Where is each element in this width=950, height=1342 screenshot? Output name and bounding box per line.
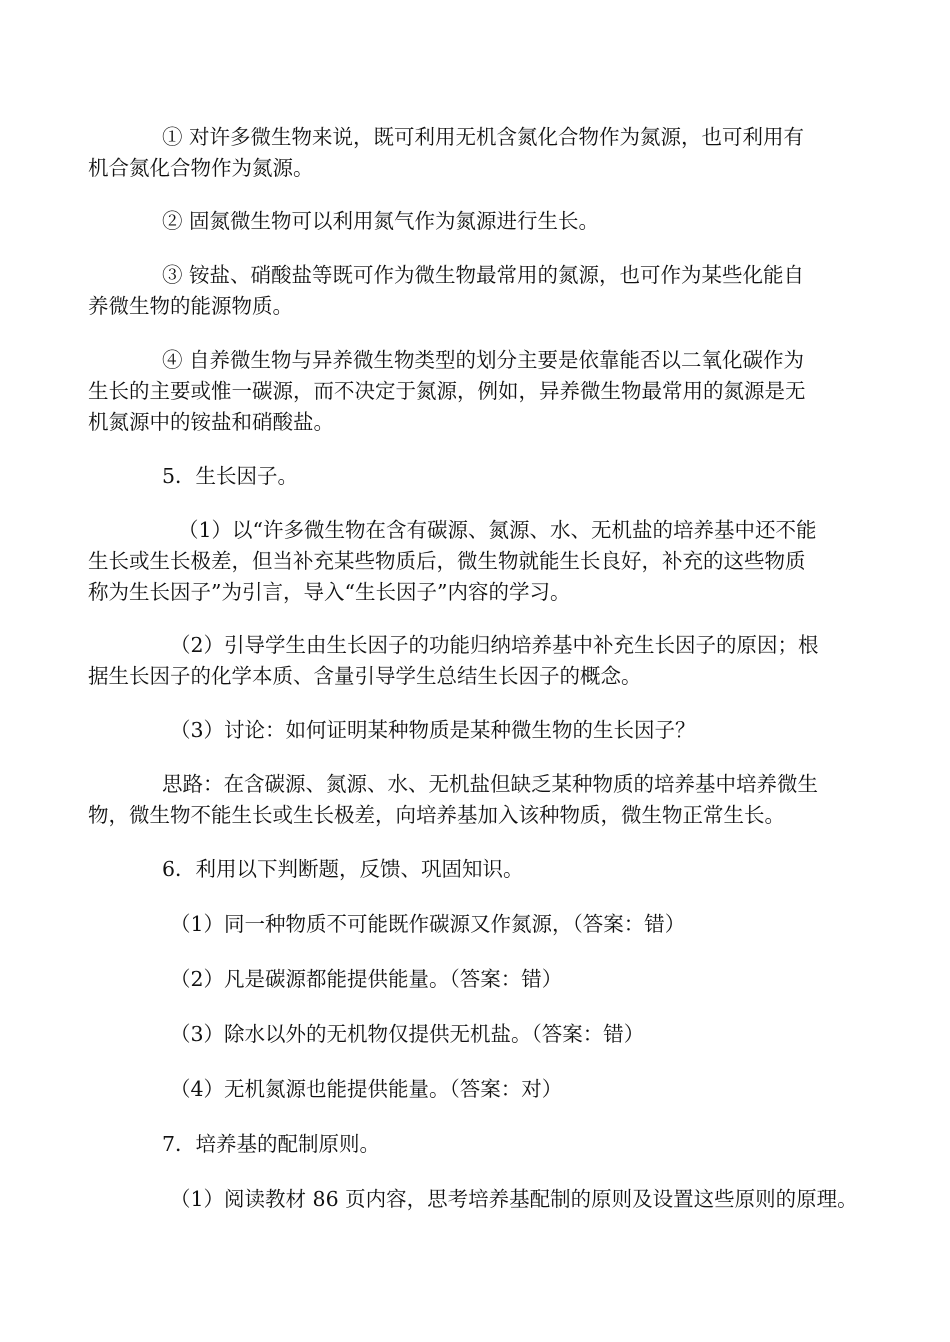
judgement-question-4 [88,1074,863,1105]
paragraph-thinking [88,769,863,831]
text-line: （4）无机氮源也能提供能量。（答案：对） [170,1077,563,1101]
text-line: 思路：在含碳源、氮源、水、无机盐但缺乏某种物质的培养基中培养微生 [162,772,818,796]
text-line: （1）以“许多微生物在含有碳源、氮源、水、无机盐的培养基中还不能 [178,518,817,542]
text-line: ② 固氮微生物可以利用氮气作为氮源进行生长。 [162,209,600,233]
section-heading-growth-factor [88,461,863,492]
text-line: 7．培养基的配制原则。 [162,1132,381,1156]
text-line: 称为生长因子”为引言，导入“生长因子”内容的学习。 [88,580,571,604]
text-line: 5．生长因子。 [162,464,299,488]
judgement-question-2 [88,964,863,995]
text-line: （3）讨论：如何证明某种物质是某种微生物的生长因子？ [170,718,696,742]
text-line: （2）凡是碳源都能提供能量。（答案：错） [170,967,563,991]
text-line: 养微生物的能源物质。 [88,294,293,318]
text-line: ④ 自养微生物与异养微生物类型的划分主要是依靠能否以二氧化碳作为 [162,348,805,372]
text-line: 机合氮化合物作为氮源。 [88,156,314,180]
text-line: （2）引导学生由生长因子的功能归纳培养基中补充生长因子的原因；根 [170,633,819,657]
paragraph-nitrogen-source-4 [88,345,863,438]
text-line: 机氮源中的铵盐和硝酸盐。 [88,410,334,434]
judgement-question-1 [88,909,863,940]
text-line: （1）同一种物质不可能既作碳源又作氮源，（答案：错） [170,912,686,936]
text-line: 生长的主要或惟一碳源，而不决定于氮源，例如，异养微生物最常用的氮源是无 [88,379,806,403]
text-line: ① 对许多微生物来说，既可利用无机含氮化合物作为氮源，也可利用有 [162,125,805,149]
text-line: （1）阅读教材 86 页内容，思考培养基配制的原则及设置这些原则的原理。 [170,1187,858,1211]
paragraph-growth-factor-1 [88,515,863,608]
paragraph-growth-factor-3 [88,715,863,746]
text-line: 生长或生长极差，但当补充某些物质后，微生物就能生长良好，补充的这些物质 [88,549,806,573]
paragraph-medium-principles-1 [88,1184,863,1215]
paragraph-growth-factor-2 [88,630,863,692]
paragraph-nitrogen-source-3 [88,260,863,322]
judgement-question-3 [88,1019,863,1050]
section-heading-medium-principles [88,1129,863,1160]
paragraph-nitrogen-source-2 [88,206,863,237]
text-line: 物，微生物不能生长或生长极差，向培养基加入该种物质，微生物正常生长。 [88,803,785,827]
section-heading-judgement [88,854,863,885]
paragraph-nitrogen-source-1 [88,122,863,184]
text-line: ③ 铵盐、硝酸盐等既可作为微生物最常用的氮源，也可作为某些化能自 [162,263,805,287]
text-line: （3）除水以外的无机物仅提供无机盐。（答案：错） [170,1022,645,1046]
text-line: 6．利用以下判断题，反馈、巩固知识。 [162,857,524,881]
text-line: 据生长因子的化学本质、含量引导学生总结生长因子的概念。 [88,664,642,688]
